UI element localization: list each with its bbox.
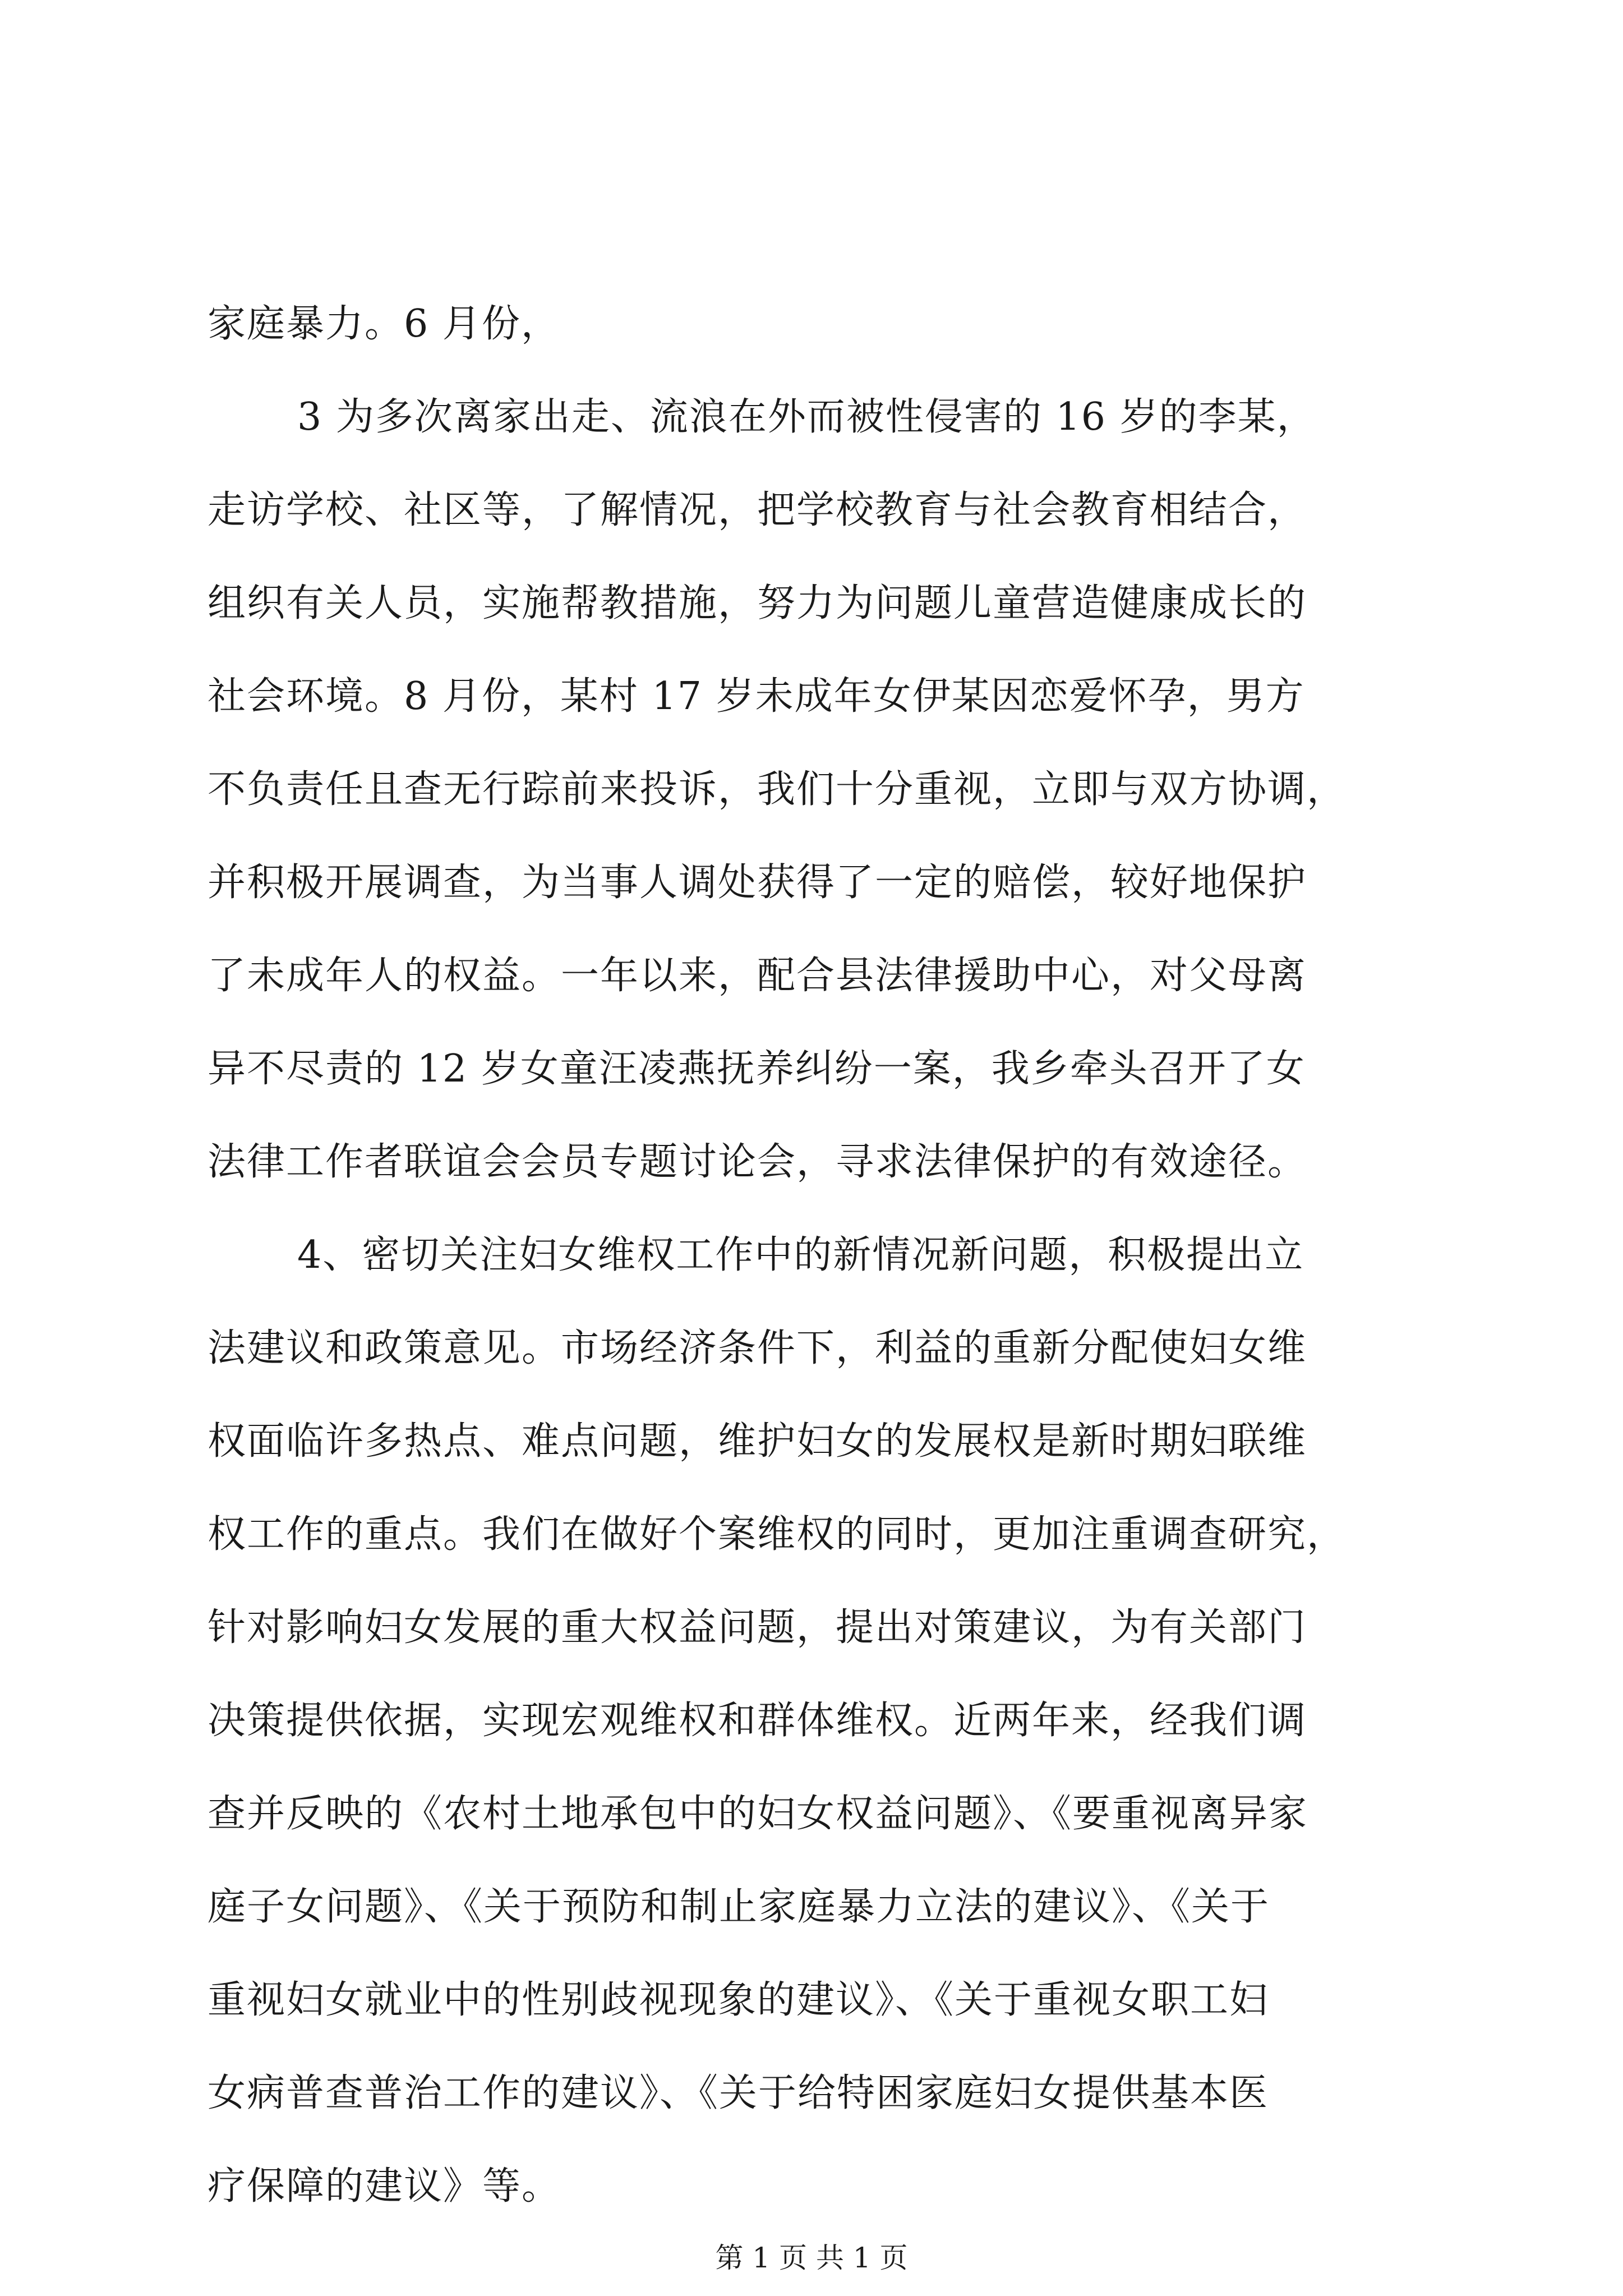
text-line: 针对影响妇女发展的重大权益问题，提出对策建议，为有关部门 — [208, 1605, 1307, 1650]
page-footer: 第 1 页 共 1 页 — [715, 2242, 908, 2274]
text-line: 法建议和政策意见。市场经济条件下，利益的重新分配使妇女维 — [208, 1326, 1307, 1370]
text-line: 法律工作者联谊会会员专题讨论会，寻求法律保护的有效途径。 — [208, 1140, 1307, 1184]
text-line: 社会环境。8 月份，某村 17 岁未成年女伊某因恋爱怀孕，男方 — [208, 674, 1305, 719]
text-line: 家庭暴力。6 月份， — [208, 302, 560, 346]
text-line: 权工作的重点。我们在做好个案维权的同时，更加注重调查研究， — [208, 1512, 1347, 1557]
text-line: 决策提供依据，实现宏观维权和群体维权。近两年来，经我们调 — [208, 1699, 1307, 1743]
text-line: 权面临许多热点、难点问题，维护妇女的发展权是新时期妇联维 — [208, 1419, 1307, 1464]
text-line: 了未成年人的权益。一年以来，配合县法律援助中心，对父母离 — [208, 954, 1307, 998]
text-line: 疗保障的建议》等。 — [208, 2164, 561, 2208]
text-line: 庭子女问题》、《关于预防和制止家庭暴力立法的建议》、《关于 — [208, 1885, 1270, 1929]
paragraph-start-line: 3 为多次离家出走、流浪在外而被性侵害的 16 岁的李某， — [297, 395, 1316, 439]
text-line: 不负责任且查无行踪前来投诉，我们十分重视，立即与双方协调， — [208, 767, 1347, 812]
text-line: 女病普查普治工作的建议》、《关于给特困家庭妇女提供基本医 — [208, 2071, 1269, 2115]
text-line: 组织有关人员，实施帮教措施，努力为问题儿童营造健康成长的 — [208, 581, 1307, 625]
text-line: 查并反映的《农村土地承包中的妇女权益问题》、《要重视离异家 — [208, 1792, 1308, 1836]
text-line: 并积极开展调查，为当事人调处获得了一定的赔偿，较好地保护 — [208, 861, 1307, 905]
text-line: 走访学校、社区等，了解情况，把学校教育与社会教育相结合， — [208, 488, 1307, 532]
text-line: 重视妇女就业中的性别歧视现象的建议》、《关于重视女职工妇 — [208, 1978, 1269, 2022]
paragraph-start-line: 4、密切关注妇女维权工作中的新情况新问题，积极提出立 — [297, 1233, 1304, 1277]
text-line: 异不尽责的 12 岁女童汪凌燕抚养纠纷一案，我乡牵头召开了女 — [208, 1047, 1306, 1091]
